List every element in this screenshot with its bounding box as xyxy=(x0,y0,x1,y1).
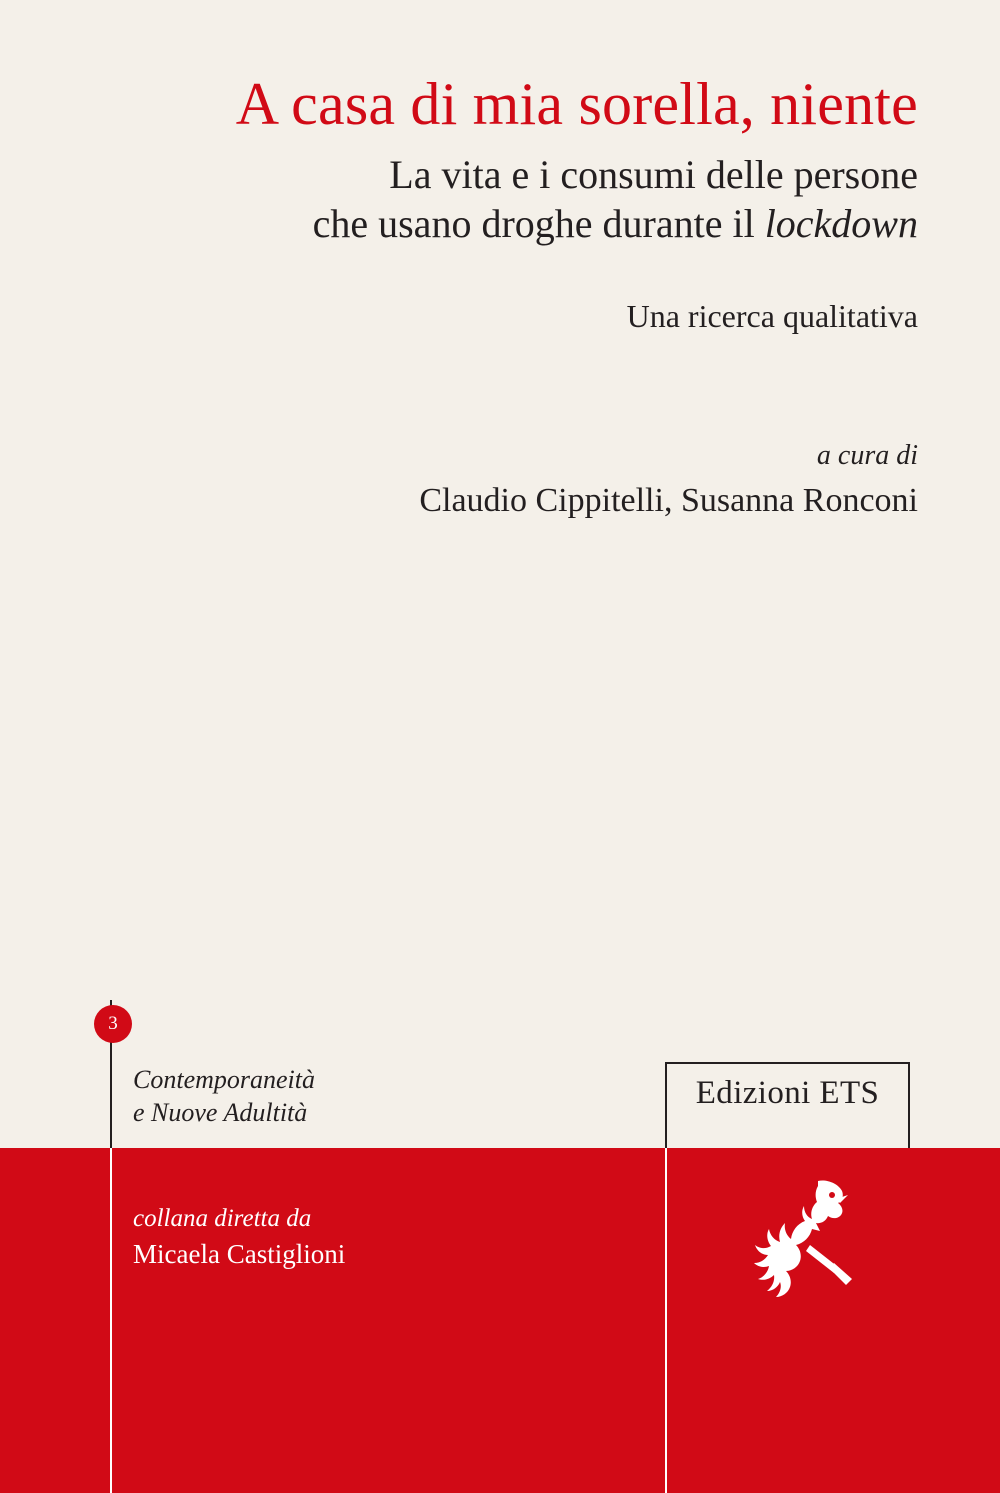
subtitle-line-2-emphasis: lockdown xyxy=(764,200,918,246)
divider-publisher-top xyxy=(665,1062,910,1064)
series-name-line-1: Contemporaneità xyxy=(133,1065,315,1094)
series-name-line-2: e Nuove Adultità xyxy=(133,1098,308,1128)
divider-left-lower xyxy=(110,1148,112,1493)
subsubtitle: Una ricerca qualitativa xyxy=(626,298,918,335)
editor-names: Claudio Cippitelli, Susanna Ronconi xyxy=(419,482,918,519)
publisher-name: Edizioni ETS xyxy=(695,1075,880,1111)
griffin-logo-icon xyxy=(748,1175,858,1305)
series-director-block xyxy=(133,1203,613,1272)
editors-block xyxy=(90,440,918,520)
subtitle-line-1: La vita e i consumi delle persone xyxy=(389,151,918,197)
title-block xyxy=(90,72,918,338)
page-title: A casa di mia sorella, niente xyxy=(235,71,918,137)
series-director-label: collana diretta da xyxy=(133,1205,312,1232)
series-name xyxy=(133,1063,573,1130)
subtitle xyxy=(90,151,918,249)
series-director-name: Micaela Castiglioni xyxy=(133,1239,346,1270)
divider-publisher-left-lower xyxy=(665,1148,667,1493)
series-number-badge: 3 xyxy=(94,1005,132,1043)
subtitle-line-2-text: che usano droghe durante il xyxy=(312,200,765,246)
edited-by-label: a cura di xyxy=(816,440,918,471)
